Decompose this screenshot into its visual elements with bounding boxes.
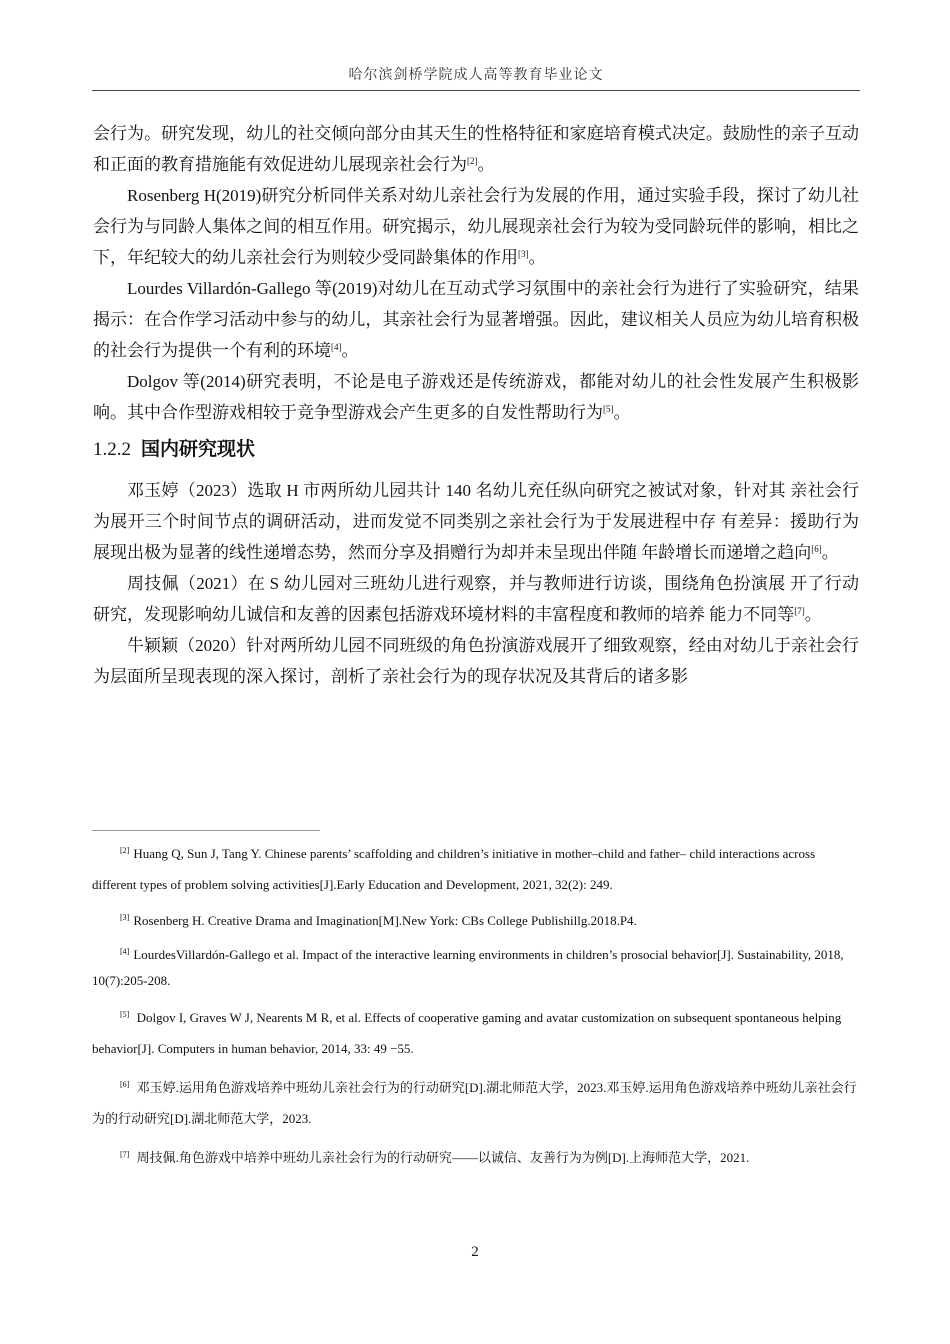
section-number: 1.2.2: [93, 439, 131, 460]
footnote-7: [7] 周技佩.角色游戏中培养中班幼儿亲社会行为的行动研究——以诚信、友善行为为例[D].上海师范大学，2021.: [120, 1150, 750, 1165]
footnote-ref-6[interactable]: [6]: [811, 544, 822, 554]
footnote-5: [5] Dolgov I, Graves W J, Nearents M R, et al. Effects of cooperative gaming and avatar customization on subsequent spontaneous helping behavior[J]. Computers in human behavior, 2014, 33: 49 −55.: [92, 1010, 842, 1056]
paragraph-6: 周技佩（2021）在 S 幼儿园对三班幼儿进行观察，并与教师进行访谈，围绕角色扮演展 开了行动研究，发现影响幼儿诚信和友善的因素包括游戏环境材料的丰富程度和教师的培养 能力不同等[7]。: [93, 574, 859, 624]
footnote-ref-5[interactable]: [5]: [603, 404, 614, 414]
paragraph-5: 邓玉婷（2023）选取 H 市两所幼儿园共计 140 名幼儿充任纵向研究之被试对象，针对其 亲社会行为展开三个时间节点的调研活动，进而发觉不同类别之亲社会行为于发展进程中存 有差异：援助行为展现出极为显著的线性递增态势，然而分享及捐赠行为却并未呈现出伴随 年龄增长而递增之趋向[6]。: [93, 481, 859, 562]
paragraph-3: Lourdes Villardón-Gallego 等(2019)对幼儿在互动式学习氛围中的亲社会行为进行了实验研究，结果揭示：在合作学习活动中参与的幼儿，其亲社会行为显著增强。因此，建议相关人员应为幼儿培育积极的社会行为提供一个有利的环境[4]。: [93, 279, 859, 360]
footnote-2: [2] Huang Q, Sun J, Tang Y. Chinese parents’ scaffolding and children’s initiative in mother–child and father– child interactions across different types of problem solving activities[J].Early Education and Development, 2021, 32(2): 249.: [92, 846, 816, 892]
footnote-ref-4[interactable]: [4]: [331, 342, 342, 352]
footnotes: [92, 838, 860, 1181]
running-header: 哈尔滨剑桥学院成人高等教育毕业论文: [348, 67, 604, 83]
footnote-6: [6] 邓玉婷.运用角色游戏培养中班幼儿亲社会行为的行动研究[D].湖北师范大学，2023.邓玉婷.运用角色游戏培养中班幼儿亲社会行为的行动研究[D].湖北师范大学，2023.: [92, 1080, 857, 1126]
footnote-divider: [92, 830, 320, 831]
paragraph-7: 牛颖颖（2020）针对两所幼儿园不同班级的角色扮演游戏展开了细致观察，经由对幼儿于亲社会行为层面所呈现表现的深入探讨，剖析了亲社会行为的现存状况及其背后的诸多影: [93, 636, 859, 686]
paragraph-4: Dolgov 等(2014)研究表明，不论是电子游戏还是传统游戏，都能对幼儿的社会性发展产生积极影响。其中合作型游戏相较于竞争型游戏会产生更多的自发性帮助行为[5]。: [93, 372, 859, 422]
paragraph-2: Rosenberg H(2019)研究分析同伴关系对幼儿亲社会行为发展的作用，通过实验手段，探讨了幼儿社会行为与同龄人集体之间的相互作用。研究揭示，幼儿展现亲社会行为较为受同龄玩伴的影响，相比之下，年纪较大的幼儿亲社会行为则较少受同龄集体的作用[3]。: [93, 186, 859, 267]
footnote-3: [3] Rosenberg H. Creative Drama and Imagination[M].New York: CBs College Publishillg.2018.P4.: [120, 913, 637, 928]
footnote-4: [4] LourdesVillardón-Gallego et al. Impact of the interactive learning environments in children’s prosocial behavior[J]. Sustainability, 2018, 10(7):205-208.: [92, 947, 844, 988]
footnote-ref-7[interactable]: [7]: [794, 606, 805, 616]
paragraph-1: 会行为。研究发现，幼儿的社交倾向部分由其天生的性格特征和家庭培育模式决定。鼓励性的亲子互动和正面的教育措施能有效促进幼儿展现亲社会行为[2]。: [93, 124, 859, 174]
body-text: [93, 118, 859, 692]
footnote-ref-3[interactable]: [3]: [518, 249, 529, 259]
section-heading: [93, 432, 859, 467]
section-title: 国内研究现状: [141, 438, 256, 460]
header-divider: [92, 90, 860, 91]
page-number: 2: [471, 1244, 479, 1260]
footnote-ref-2[interactable]: [2]: [467, 156, 478, 166]
